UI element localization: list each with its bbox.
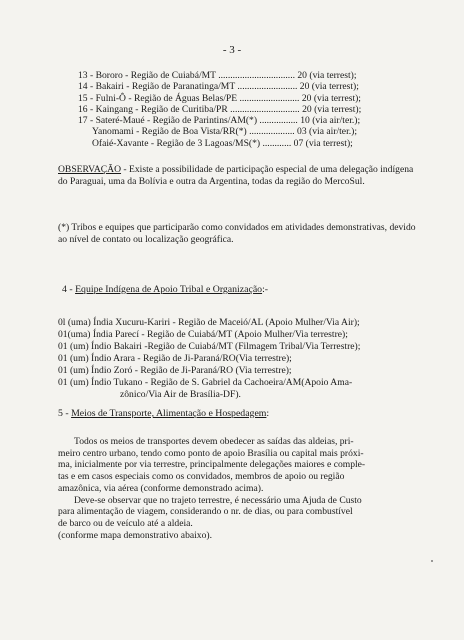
list-item: 0l (uma) Índia Xucuru-Kariri - Região de Maceió/AL (Apoio Mulher/Via Air); — [58, 317, 360, 328]
observacao-paragraph — [58, 164, 418, 187]
list-item: 17 - Sateré-Maué - Região de Parintins/AM(*) ................ 10 (via air/ter.); — [78, 115, 361, 127]
scan-speck — [431, 560, 433, 562]
paragraph-line: meiro centro urbano, tendo como ponto de apoio Brasília ou capital mais próxi- — [58, 447, 364, 459]
observacao-label: OBSERVAÇÃO — [58, 164, 122, 175]
list-item: 16 - Kaingang - Região de Curitiba/PR ............................. 20 (via terrest); — [78, 103, 362, 115]
list-item: 15 - Fulni-Ô - Região de Águas Belas/PE ......................... 20 (via terrest); — [78, 92, 361, 104]
page-number: - 3 - — [222, 44, 242, 56]
section-5-title: Meios de Transporte, Alimentação e Hospedagem — [71, 408, 267, 419]
list-item: 01 (um) Índio Bakairi -Região de Cuiabá/MT (Filmagem Tribal/Via Terrestre); — [58, 341, 361, 352]
list-item: 14 - Bakairi - Região de Paranatinga/MT ......................... 20 (via terrest); — [78, 81, 359, 93]
section-5-body — [58, 436, 420, 541]
list-item: Yanomami - Região de Boa Vista/RR(*) ................... 03 (via air/ter.); — [92, 126, 357, 138]
list-item: 01(uma) Índia Parecí - Região de Cuiabá/MT (Apoio Mulher/Via terrestre); — [58, 329, 348, 340]
section-4-title: Equipe Indígena de Apoio Tribal e Organização — [75, 284, 263, 295]
list-item: zônico/Via Air de Brasília-DF). — [120, 389, 241, 400]
list-item: 01 (um) Índio Tukano - Região de S. Gabriel da Cachoeira/AM(Apoio Ama- — [58, 377, 353, 388]
list-item: 01 (um) Índio Arara - Região de Ji-Paraná/RO(Via terrestre); — [58, 353, 292, 364]
paragraph-line: para alimentação de viagem, considerando o nr. de dias, ou para combustível — [58, 506, 353, 518]
list-item: Ofaié-Xavante - Região de 3 Lagoas/MS(*) ............ 07 (via terrest); — [92, 137, 353, 149]
paragraph-line: Deve-se observar que no trajeto terrestre, é necessário uma Ajuda de Custo — [74, 494, 362, 506]
list-item: 13 - Bororo - Região de Cuiabá/MT ................................ 20 (via terrest); — [78, 70, 357, 81]
support-team-list — [58, 317, 420, 401]
observacao-text: - Existe a possibilidade de participação especial de uma delegação indígena do Paraguai, uma da Bolívia e outra da Argentina, todas da região do MercoSul. — [58, 164, 414, 187]
section-4-heading: 4 - Equipe Indígena de Apoio Tribal e Organização:- — [62, 284, 269, 295]
paragraph-line: tas e em casos especiais como os convidados, membros de apoio ou região — [58, 471, 345, 483]
paragraph-line: amazônica, via aérea (conforme demonstrado acima). — [58, 482, 264, 494]
nota-paragraph: (*) Tribos e equipes que participarão como convidados em atividades demonstrativas, devido ao nível de contato ou localização geográfica. — [58, 222, 416, 245]
section-5-heading: 5 - Meios de Transporte, Alimentação e Hospedagem: — [58, 408, 270, 419]
paragraph-line: de barco ou de veículo até a aldeia. — [58, 517, 193, 529]
paragraph-line: ma, inicialmente por via terrestre, principalmente delegações maiores e comple- — [58, 459, 366, 471]
list-item: 01 (um) Índio Zoró - Região de Ji-Paraná/RO (Via terrestre); — [58, 365, 292, 376]
delegation-list — [78, 70, 408, 149]
paragraph-line: (conforme mapa demonstrativo abaixo). — [58, 529, 212, 541]
paragraph-line: Todos os meios de transportes devem obedecer as saídas das aldeias, pri- — [74, 436, 354, 447]
